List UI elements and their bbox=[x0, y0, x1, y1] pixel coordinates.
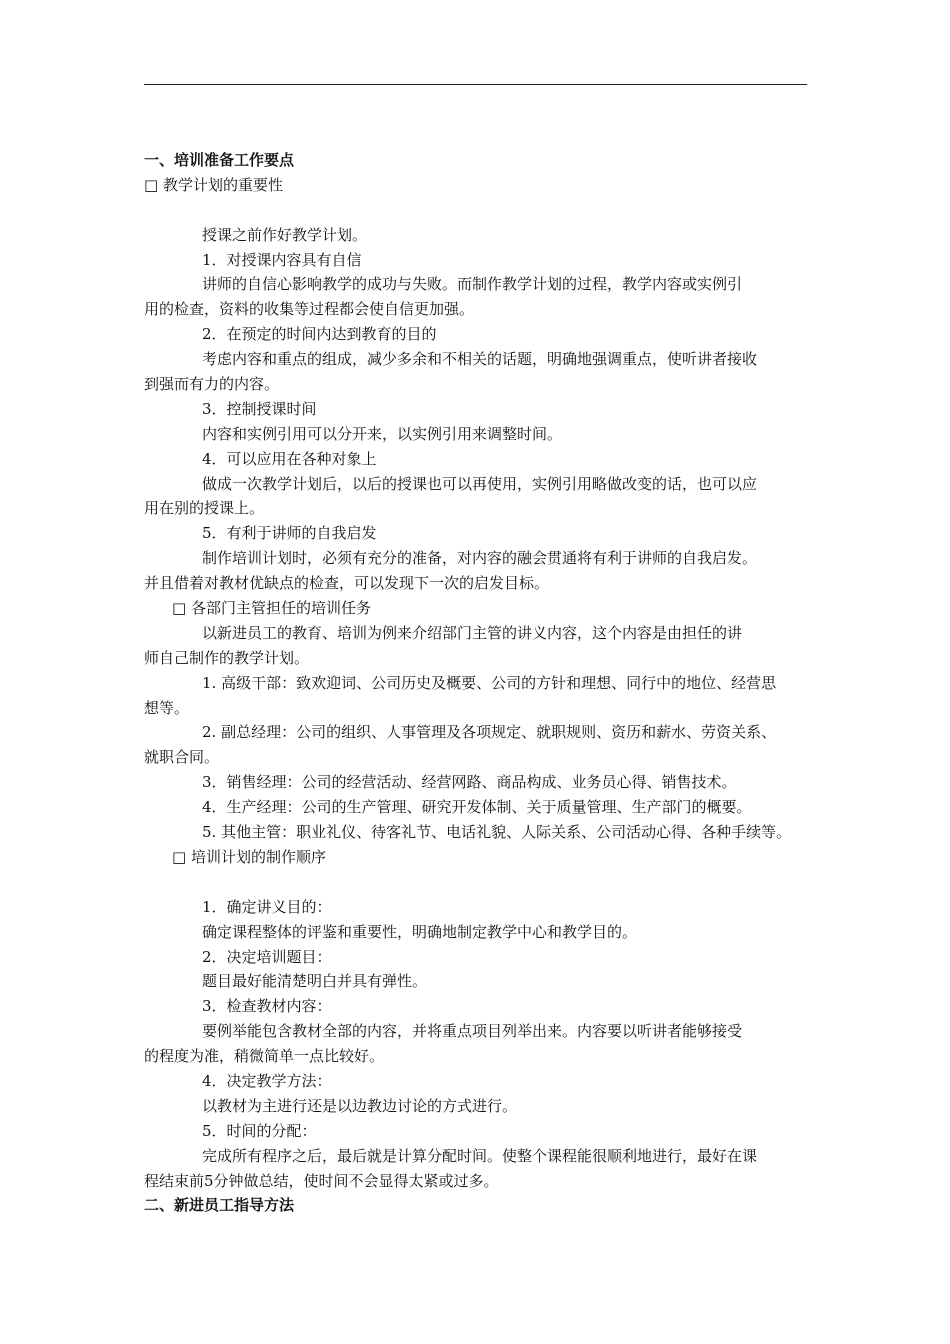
list-item: 3．销售经理：公司的经营活动、经营网路、商品构成、业务员心得、销售技术。 bbox=[202, 773, 737, 792]
paragraph-line: 完成所有程序之后，最后就是计算分配时间。使整个课程能很顺利地进行，最好在课 bbox=[202, 1146, 758, 1165]
paragraph-line: 内容和实例引用可以分开来，以实例引用来调整时间。 bbox=[202, 424, 563, 443]
section-heading-2: 二、新进员工指导方法 bbox=[144, 1196, 295, 1215]
paragraph-line: 用的检查，资料的收集等过程都会使自信更加强。 bbox=[144, 300, 475, 319]
paragraph-line: 程结束前5分钟做总结，使时间不会显得太紧或过多。 bbox=[144, 1171, 499, 1190]
paragraph-line: 做成一次教学计划后，以后的授课也可以再使用，实例引用略做改变的话，也可以应 bbox=[202, 474, 758, 493]
list-item: 4．生产经理：公司的生产管理、研究开发体制、关于质量管理、生产部门的概要。 bbox=[202, 798, 752, 817]
section-heading-1: 一、培训准备工作要点 bbox=[144, 151, 295, 169]
subsection-heading: □ 各部门主管担任的培训任务 bbox=[172, 599, 371, 618]
paragraph-line: 用在别的授课上。 bbox=[144, 499, 265, 518]
paragraph-line: 讲师的自信心影响教学的成功与失败。而制作教学计划的过程，教学内容或实例引 bbox=[202, 275, 743, 294]
list-item: 5. 其他主管：职业礼仪、待客礼节、电话礼貌、人际关系、公司活动心得、各种手续等。 bbox=[202, 823, 792, 842]
list-item-heading: 1．对授课内容具有自信 bbox=[202, 250, 362, 269]
list-item-heading: 4．可以应用在各种对象上 bbox=[202, 449, 377, 468]
paragraph-line: 到强而有力的内容。 bbox=[144, 375, 280, 394]
document-body bbox=[144, 148, 807, 1218]
paragraph-line: 并且借着对教材优缺点的检查，可以发现下一次的启发目标。 bbox=[144, 574, 550, 593]
paragraph-line: 题目最好能清楚明白并具有弹性。 bbox=[202, 972, 428, 991]
header-rule bbox=[144, 84, 807, 85]
list-item: 2. 副总经理：公司的组织、人事管理及各项规定、就职规则、资历和薪水、劳资关系、 bbox=[202, 723, 777, 742]
list-item-heading: 1．确定讲义目的： bbox=[202, 897, 332, 916]
list-item-heading: 2．在预定的时间内达到教育的目的 bbox=[202, 325, 437, 344]
list-item-heading: 3．控制授课时间 bbox=[202, 399, 317, 418]
subsection-heading: □ 教学计划的重要性 bbox=[144, 175, 283, 194]
list-item-heading: 2．决定培训题目： bbox=[202, 947, 332, 966]
blank-line bbox=[144, 870, 807, 895]
paragraph-line: 要例举能包含教材全部的内容，并将重点项目列举出来。内容要以听讲者能够接受 bbox=[202, 1022, 743, 1041]
list-item: 1. 高级干部：致欢迎词、公司历史及概要、公司的方针和理想、同行中的地位、经营思 bbox=[202, 673, 777, 692]
paragraph-line: 制作培训计划时，必须有充分的准备，对内容的融会贯通将有利于讲师的自我启发。 bbox=[202, 549, 758, 568]
paragraph-line: 授课之前作好教学计划。 bbox=[202, 225, 368, 244]
paragraph-line: 确定课程整体的评鉴和重要性，明确地制定教学中心和教学目的。 bbox=[202, 922, 638, 941]
list-item-heading: 3．检查教材内容： bbox=[202, 997, 332, 1016]
paragraph-line: 想等。 bbox=[144, 698, 190, 717]
blank-line bbox=[144, 198, 807, 223]
paragraph-line: 以新进员工的教育、培训为例来介绍部门主管的讲义内容，这个内容是由担任的讲 bbox=[202, 623, 743, 642]
paragraph-line: 以教材为主进行还是以边教边讨论的方式进行。 bbox=[202, 1096, 518, 1115]
list-item-heading: 5．时间的分配： bbox=[202, 1121, 317, 1140]
paragraph-line: 考虑内容和重点的组成，减少多余和不相关的话题，明确地强调重点，使听讲者接收 bbox=[202, 350, 758, 369]
list-item-heading: 5．有利于讲师的自我启发 bbox=[202, 524, 377, 543]
paragraph-line: 师自己制作的教学计划。 bbox=[144, 648, 310, 667]
subsection-heading: □ 培训计划的制作顺序 bbox=[172, 847, 326, 866]
paragraph-line: 就职合同。 bbox=[144, 748, 220, 767]
list-item-heading: 4．决定教学方法： bbox=[202, 1071, 332, 1090]
paragraph-line: 的程度为准，稍微简单一点比较好。 bbox=[144, 1047, 385, 1066]
